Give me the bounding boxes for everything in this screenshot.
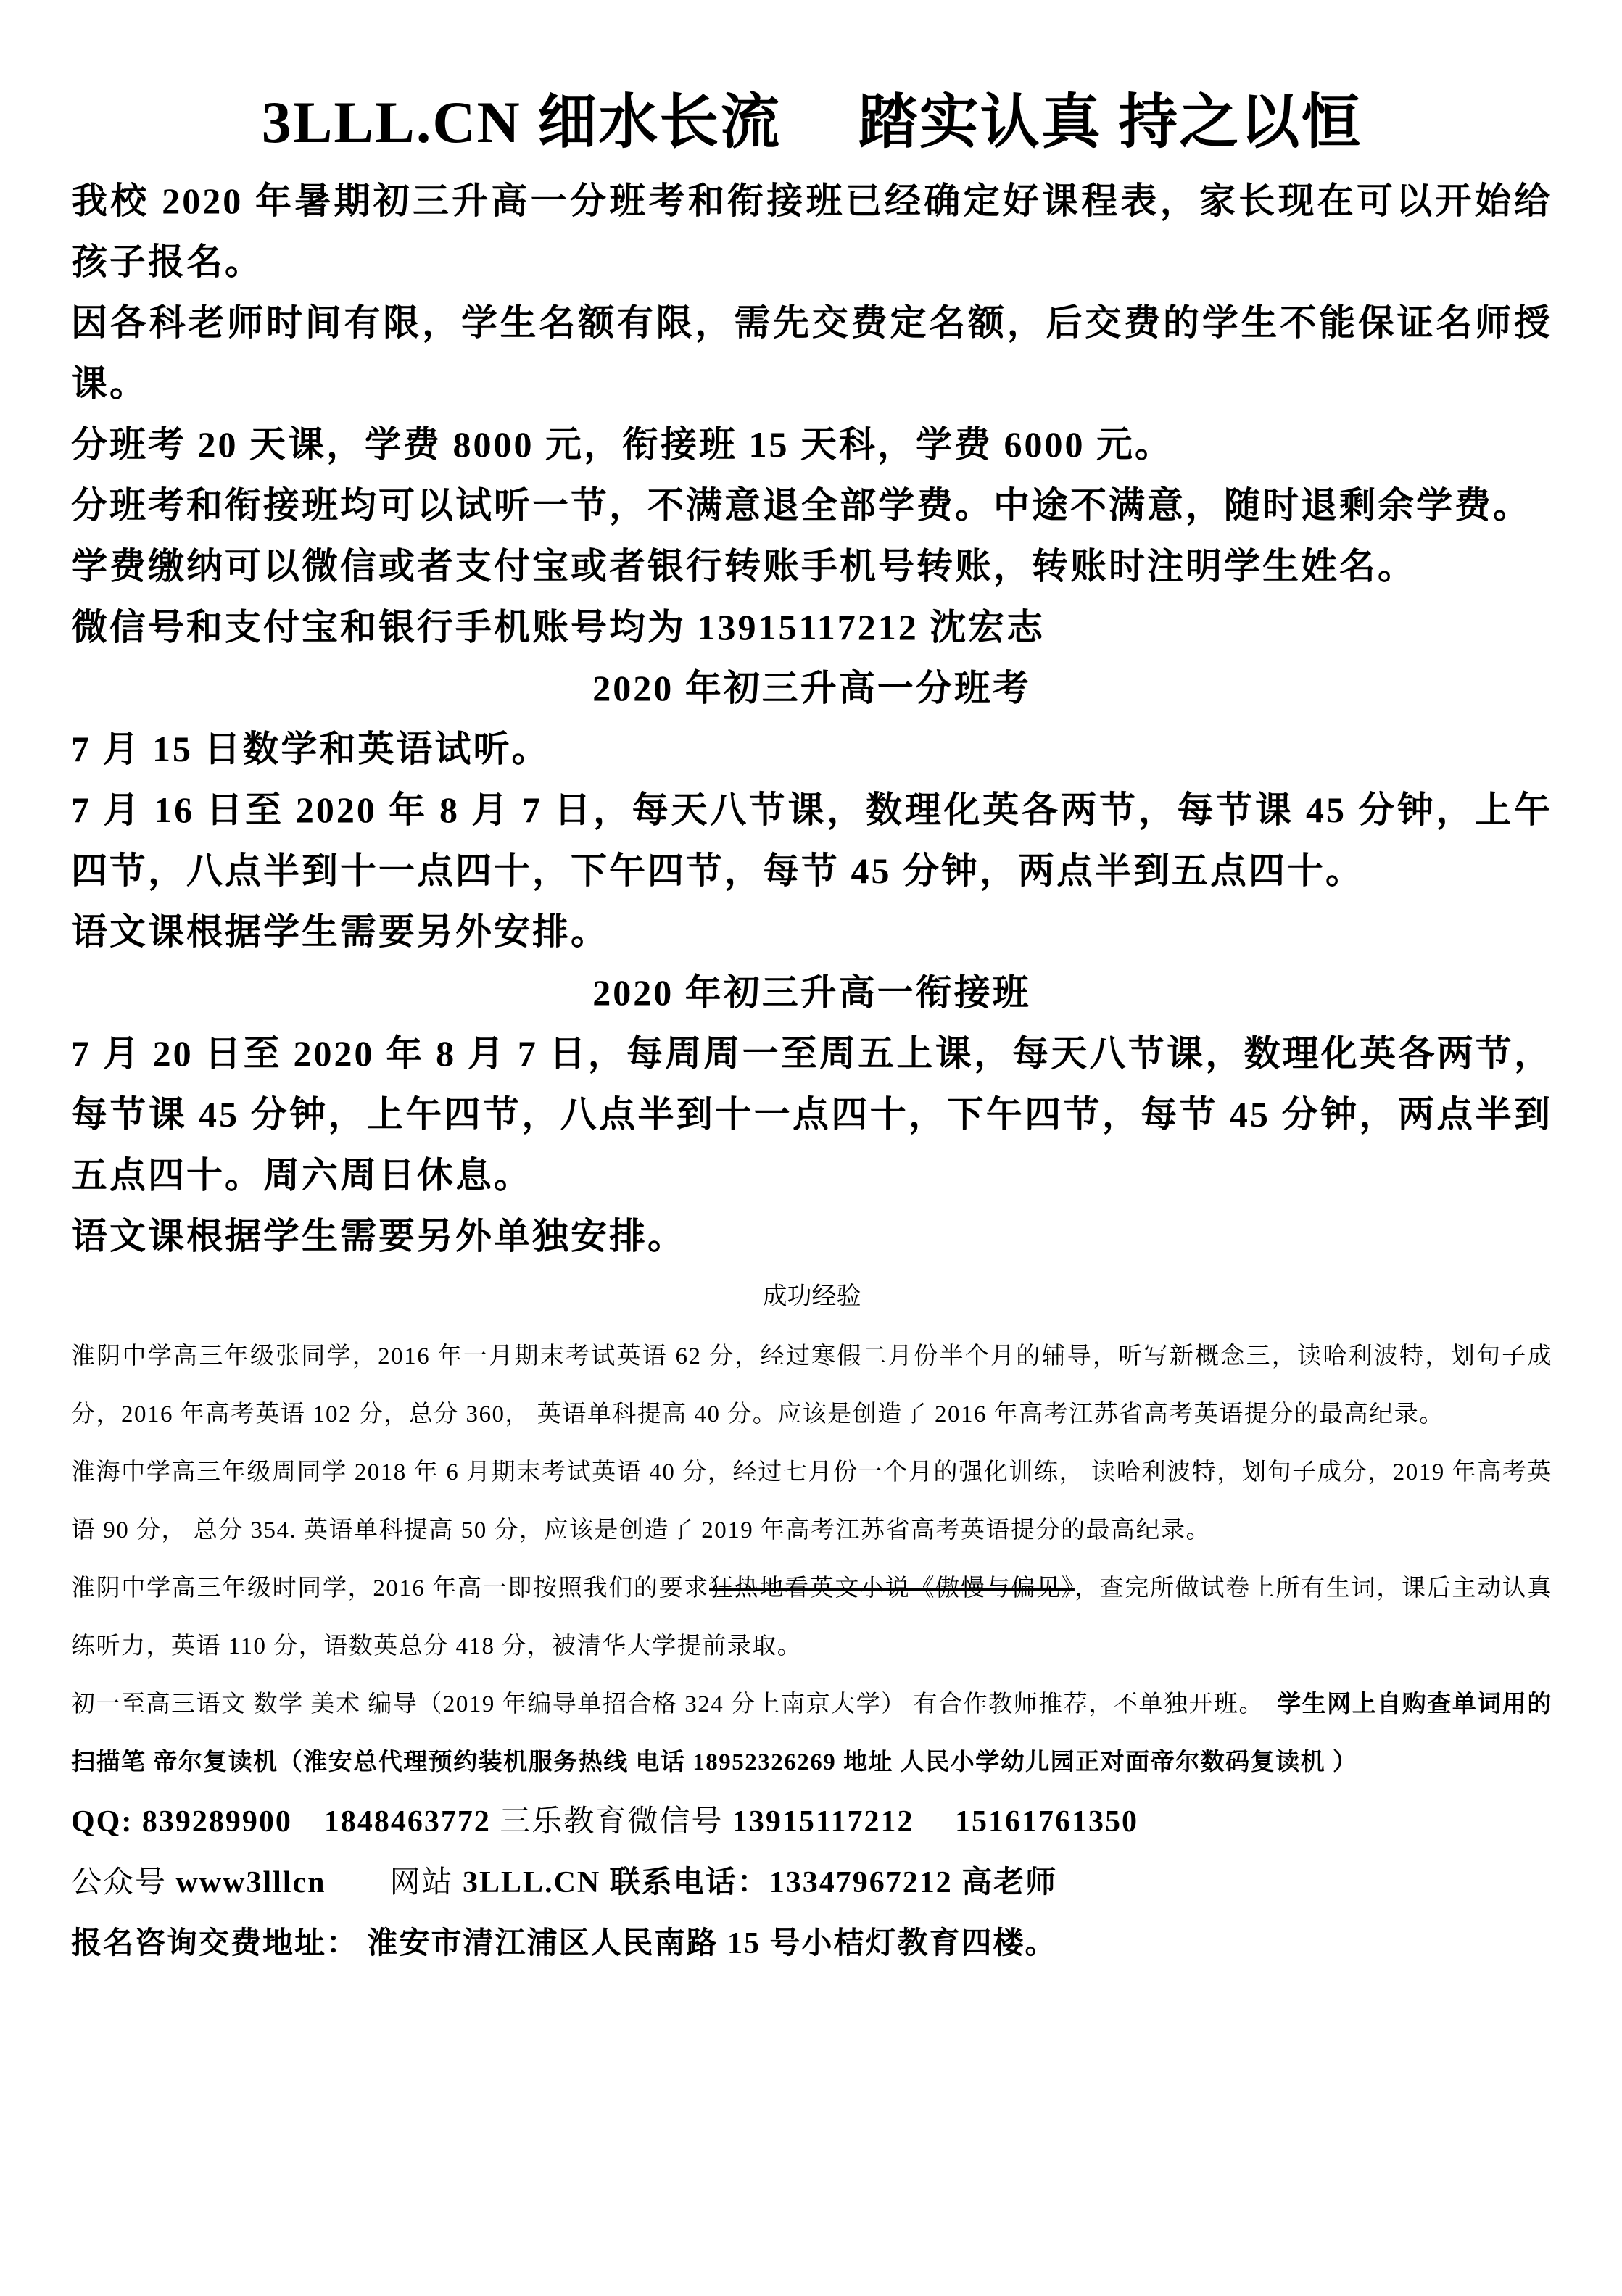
success-story-2-paragraph: 淮海中学高三年级周同学 2018 年 6 月期末考试英语 40 分，经过七月份一个月的强化训练， 读哈利波特，划句子成分，2019 年高考英语 90 分， 总分 354. 英语单科提高 50 分，应该是创造了 2019 年高考江苏省高考英语提分的最高纪录。 (71, 1459, 1552, 1543)
placement-chinese-note-paragraph: 语文课根据学生需要另外安排。 (71, 911, 609, 952)
text-segment: 狂热地看英文小说《傲慢与偏见》 (709, 1575, 1075, 1601)
success-story-1-paragraph: 淮阴中学高三年级张同学，2016 年一月期末考试英语 62 分，经过寒假二月份半个月的辅导，听写新概念三，读哈利波特，划句子成分，2016 年高考英语 102 分，总分 360， 英语单科提高 40 分。应该是创造了 2016 年高考江苏省高考英语提分的最高纪录。 (71, 1343, 1552, 1427)
text-segment: 公众号 (71, 1865, 176, 1899)
bridge-chinese-note-paragraph: 语文课根据学生需要另外单独安排。 (71, 1215, 686, 1256)
text-segment: QQ: 839289900 1848463772 (71, 1804, 500, 1839)
success-story-3-paragraph (71, 1559, 1552, 1675)
contact-address-line: 报名咨询交费地址： 淮安市清江浦区人民南路 15 号小桔灯教育四楼。 (71, 1926, 1057, 1960)
text-segment: 三乐教育微信号 (500, 1804, 732, 1839)
other-courses-paragraph (71, 1675, 1552, 1791)
payment-account-paragraph: 微信号和支付宝和银行手机账号均为 13915117212 沈宏志 (71, 606, 1046, 647)
text-segment: 联系电话：13347967212 高老师 (600, 1865, 1058, 1899)
text-segment: 3LLL.CN (463, 1865, 601, 1899)
bridge-schedule-paragraph: 7 月 20 日至 2020 年 8 月 7 日，每周周一至周五上课，每天八节课，数理化英各两节，每节课 45 分钟，上午四节，八点半到十一点四十，下午四节，每节 45 分钟，两点半到五点四十。周六周日休息。 (71, 1032, 1552, 1195)
placement-schedule-paragraph: 7 月 16 日至 2020 年 8 月 7 日，每天八节课，数理化英各两节，每节课 45 分钟，上午四节，八点半到十一点四十，下午四节，每节 45 分钟，两点半到五点四十。 (71, 789, 1552, 891)
contact-qq-line (71, 1791, 1552, 1852)
page-title: 3LLL.CN 细水长流 踏实认真 持之以恒 (261, 89, 1362, 155)
section-heading-success: 成功经验 (762, 1282, 861, 1310)
trial-refund-paragraph: 分班考和衔接班均可以试听一节，不满意退全部学费。中途不满意，随时退剩余学费。 (71, 484, 1531, 526)
section-heading-bridge-class: 2020 年初三升高一衔接班 (592, 971, 1031, 1013)
intro-enrollment-paragraph: 我校 2020 年暑期初三升高一分班考和衔接班已经确定好课程表，家长现在可以开始给孩子报名。 (71, 180, 1552, 282)
teacher-limit-paragraph: 因各科老师时间有限，学生名额有限，需先交费定名额，后交费的学生不能保证名师授课。 (71, 302, 1552, 404)
tuition-fees-paragraph: 分班考 20 天课，学费 8000 元，衔接班 15 天科，学费 6000 元。 (71, 423, 1173, 465)
payment-methods-paragraph: 学费缴纳可以微信或者支付宝或者银行转账手机号转账，转账时注明学生姓名。 (71, 545, 1416, 587)
text-segment: ，查完所做试卷上所有生词，课后主动认真练听力，英语 110 分，语数英总分 418 分，被清华大学提前录取。 (71, 1575, 1553, 1659)
text-segment: 淮阴中学高三年级时同学，2016 年高一即按照我们的要求 (71, 1575, 709, 1601)
text-segment: 学生网上自购查单词用的扫描笔 帝尔复读机（淮安总代理预约装机服务热线 电话 18952326269 地址 人民小学幼儿园正对面帝尔数码复读机 ） (71, 1691, 1553, 1775)
text-segment: 初一至高三语文 数学 美术 编导（2019 年编导单招合格 324 分上南京大学） 有合作教师推荐，不单独开班。 (71, 1691, 1278, 1717)
text-segment: 网站 (326, 1865, 463, 1899)
text-segment: www3lllcn (175, 1865, 326, 1899)
section-heading-placement-exam: 2020 年初三升高一分班考 (592, 667, 1031, 708)
text-segment: 13915117212 15161761350 (732, 1804, 1139, 1839)
contact-web-line (71, 1852, 1552, 1913)
placement-trial-date-paragraph: 7 月 15 日数学和英语试听。 (71, 728, 550, 769)
